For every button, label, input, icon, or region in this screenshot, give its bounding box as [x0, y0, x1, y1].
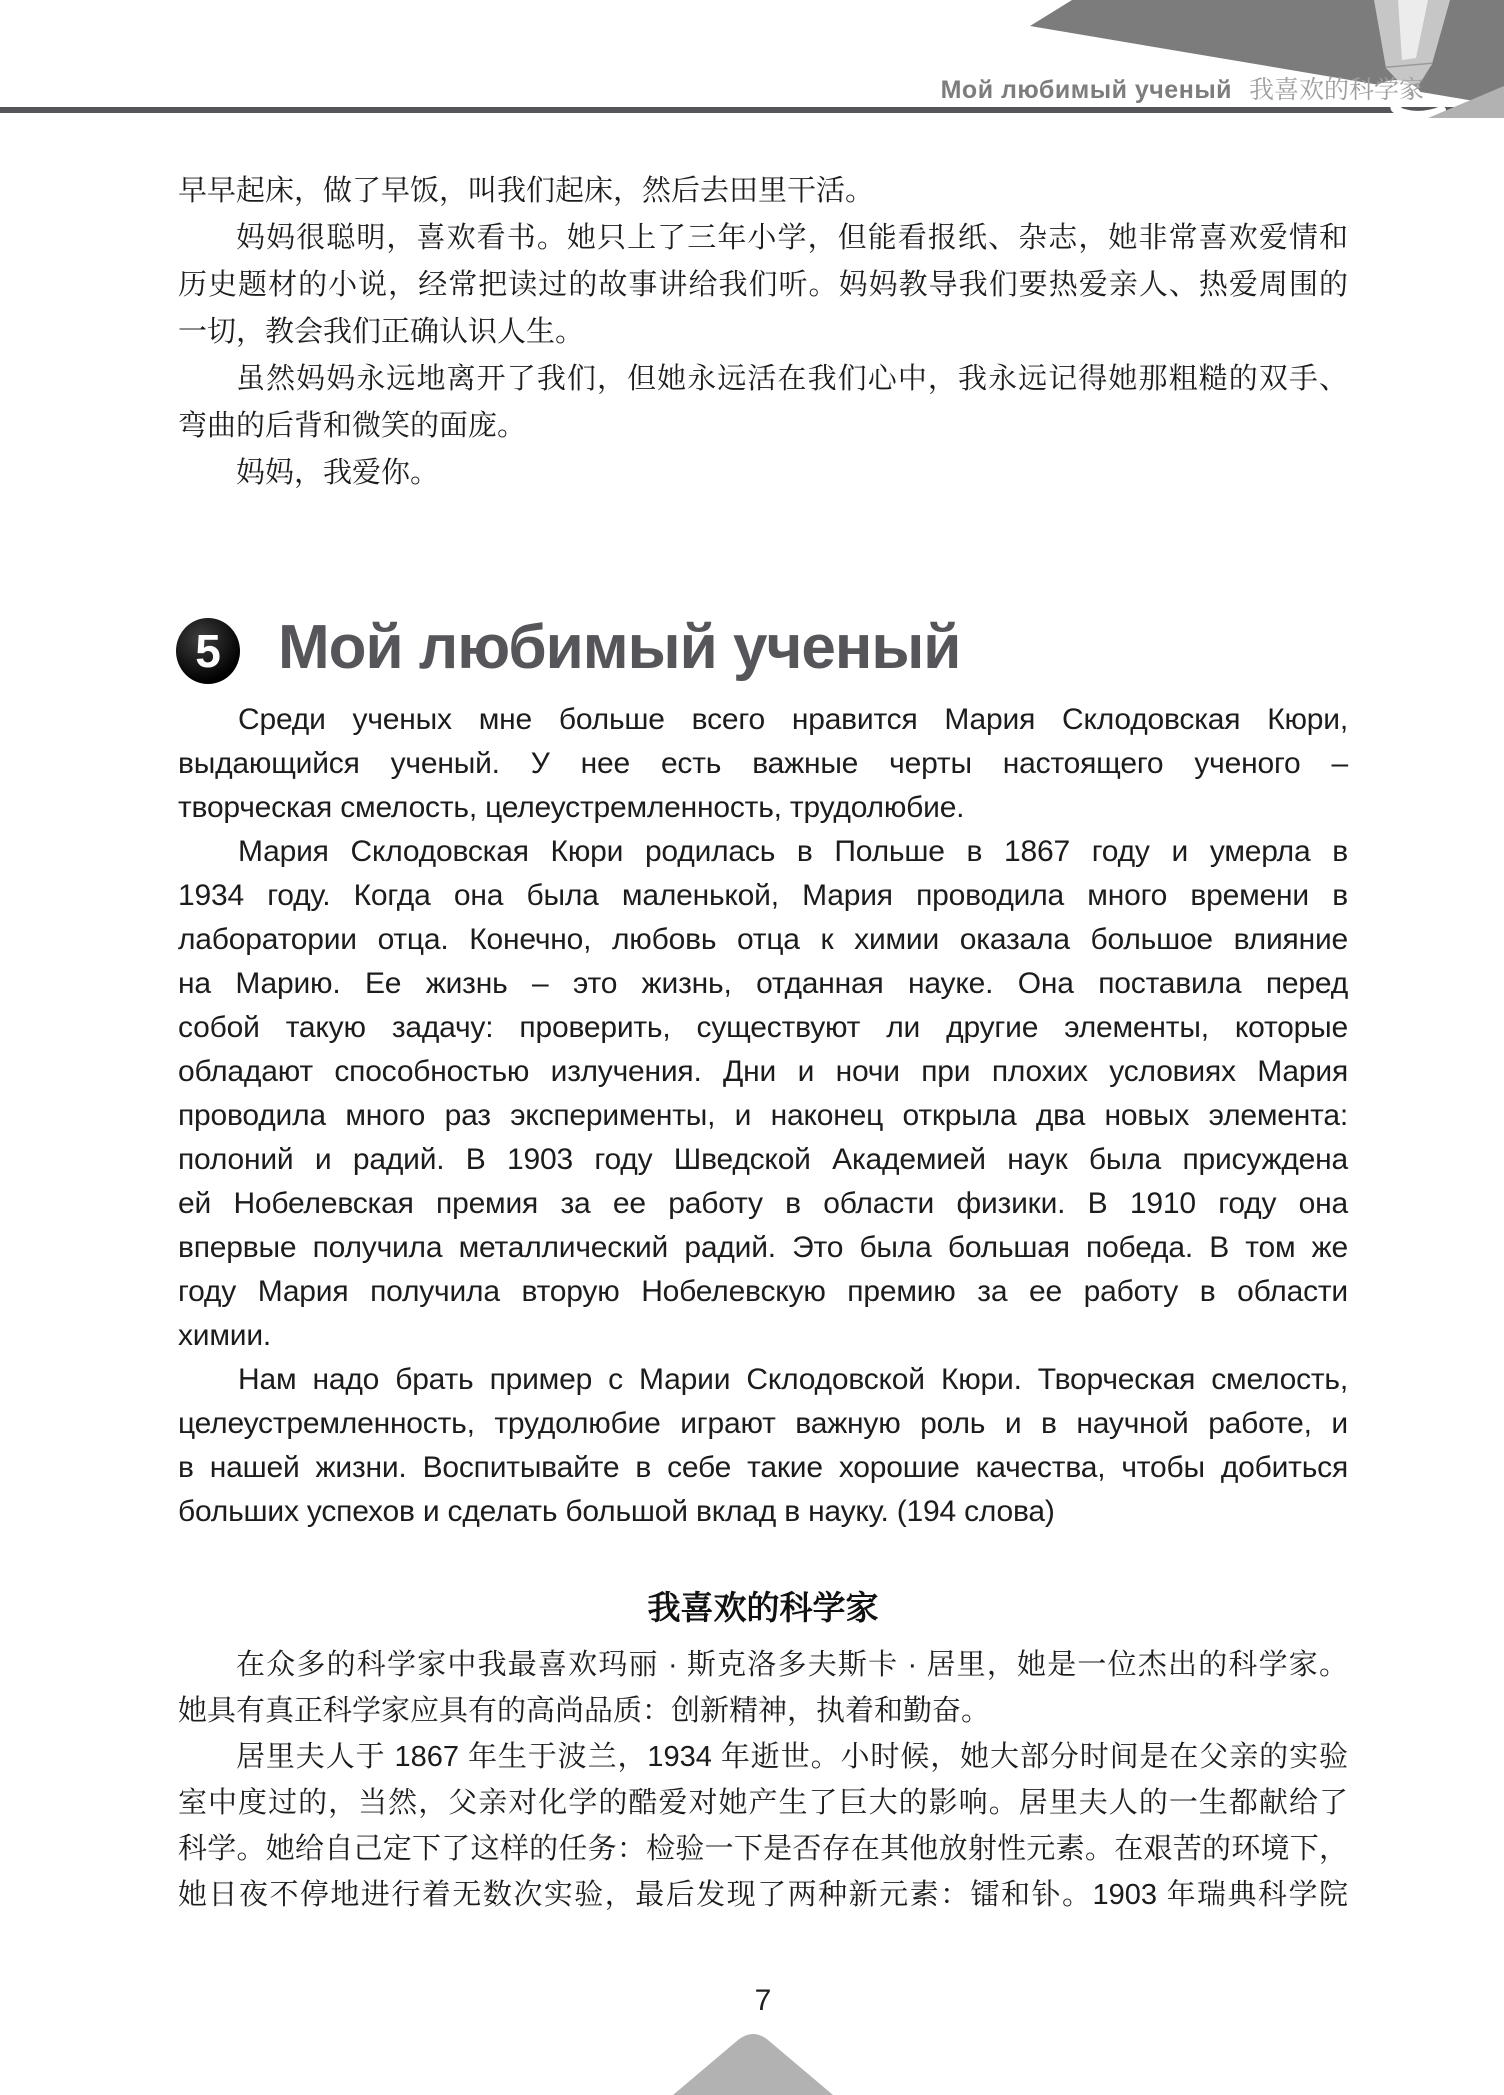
footer-triangle	[668, 2024, 838, 2095]
text-line: 弯曲的后背和微笑的面庞。	[178, 410, 527, 442]
running-head-chinese: 我喜欢的科学家	[1248, 76, 1424, 104]
text-line: химии.	[178, 1319, 272, 1352]
page-number: 7	[754, 1984, 772, 2017]
text-line: Среди ученых мне больше всего нравится Мария Склодовская Кюри,	[238, 703, 1348, 736]
text-line: творческая смелость, целеустремленность, трудолюбие.	[178, 791, 965, 824]
text-line: 一切，教会我们正确认识人生。	[178, 316, 585, 348]
text-line: 室中度过的，当然，父亲对化学的酷爱对她产生了巨大的影响。居里夫人的一生都献给了	[178, 1787, 1348, 1819]
text-line: впервые получила металлический радий. Это была большая победа. В том же	[178, 1231, 1348, 1264]
text-line: обладают способностью излучения. Дни и ночи при плохих условиях Мария	[178, 1055, 1348, 1088]
text-line: на Марию. Ее жизнь – это жизнь, отданная науке. Она поставила перед	[178, 967, 1348, 1000]
text-line: 她具有真正科学家应具有的高尚品质：创新精神，执着和勤奋。	[178, 1695, 991, 1727]
text-line: 妈妈很聪明，喜欢看书。她只上了三年小学，但能看报纸、杂志，她非常喜欢爱情和	[236, 222, 1348, 254]
text-line: Нам надо брать пример с Марии Склодовской Кюри. Творческая смелость,	[238, 1363, 1348, 1396]
chinese-intro-paragraphs	[178, 168, 1348, 497]
text-line: собой такую задачу: проверить, существуют ли другие элементы, которые	[178, 1011, 1348, 1044]
russian-text	[178, 698, 1348, 1534]
text-line: в нашей жизни. Воспитывайте в себе такие хорошие качества, чтобы добиться	[178, 1451, 1348, 1484]
text-line: 1934 году. Когда она была маленькой, Мария проводила много времени в	[178, 879, 1348, 912]
running-head	[941, 74, 1424, 106]
text-line: 虽然妈妈永远地离开了我们，但她永远活在我们心中，我永远记得她那粗糙的双手、	[236, 363, 1348, 395]
text-line: 居里夫人于 1867 年生于波兰，1934 年逝世。小时候，她大部分时间是在父亲的实验	[236, 1741, 1348, 1773]
text-line: ей Нобелевская премия за ее работу в области физики. В 1910 году она	[178, 1187, 1348, 1220]
text-line: году Мария получила вторую Нобелевскую премию за ее работу в области	[178, 1275, 1348, 1308]
text-line: лаборатории отца. Конечно, любовь отца к химии оказала большое влияние	[178, 923, 1348, 956]
text-line: Мария Склодовская Кюри родилась в Польше в 1867 году и умерла в	[238, 835, 1348, 868]
text-line: больших успехов и сделать большой вклад в науку. (194 слова)	[178, 1495, 1055, 1528]
text-line: проводила много раз эксперименты, и наконец открыла два новых элемента:	[178, 1099, 1348, 1132]
text-line: 她日夜不停地进行着无数次实验，最后发现了两种新元素：镭和钋。1903 年瑞典科学院	[178, 1879, 1348, 1911]
text-line: 早早起床，做了早饭，叫我们起床，然后去田里干活。	[178, 175, 875, 207]
chinese-translation-heading: 我喜欢的科学家	[647, 1589, 879, 1626]
section-title: Мой любимый ученый	[278, 613, 961, 682]
section-number-badge: 5	[176, 618, 240, 684]
text-line: целеустремленность, трудолюбие играют важную роль и в научной работе, и	[178, 1407, 1348, 1440]
text-line: 历史题材的小说，经常把读过的故事讲给我们听。妈妈教导我们要热爱亲人、热爱周围的	[178, 269, 1348, 301]
running-head-russian: Мой любимый ученый	[940, 76, 1233, 104]
chinese-translation-text	[178, 1642, 1348, 1918]
text-line: 科学。她给自己定下了这样的任务：检验一下是否存在其他放射性元素。在艰苦的环境下，	[178, 1833, 1348, 1865]
text-line: выдающийся ученый. У нее есть важные черты настоящего ученого –	[178, 747, 1348, 780]
text-line: 妈妈，我爱你。	[236, 457, 440, 489]
text-line: 在众多的科学家中我最喜欢玛丽 · 斯克洛多夫斯卡 · 居里，她是一位杰出的科学家。	[236, 1649, 1348, 1681]
text-line: полоний и радий. В 1903 году Шведской Академией наук была присуждена	[178, 1143, 1348, 1176]
